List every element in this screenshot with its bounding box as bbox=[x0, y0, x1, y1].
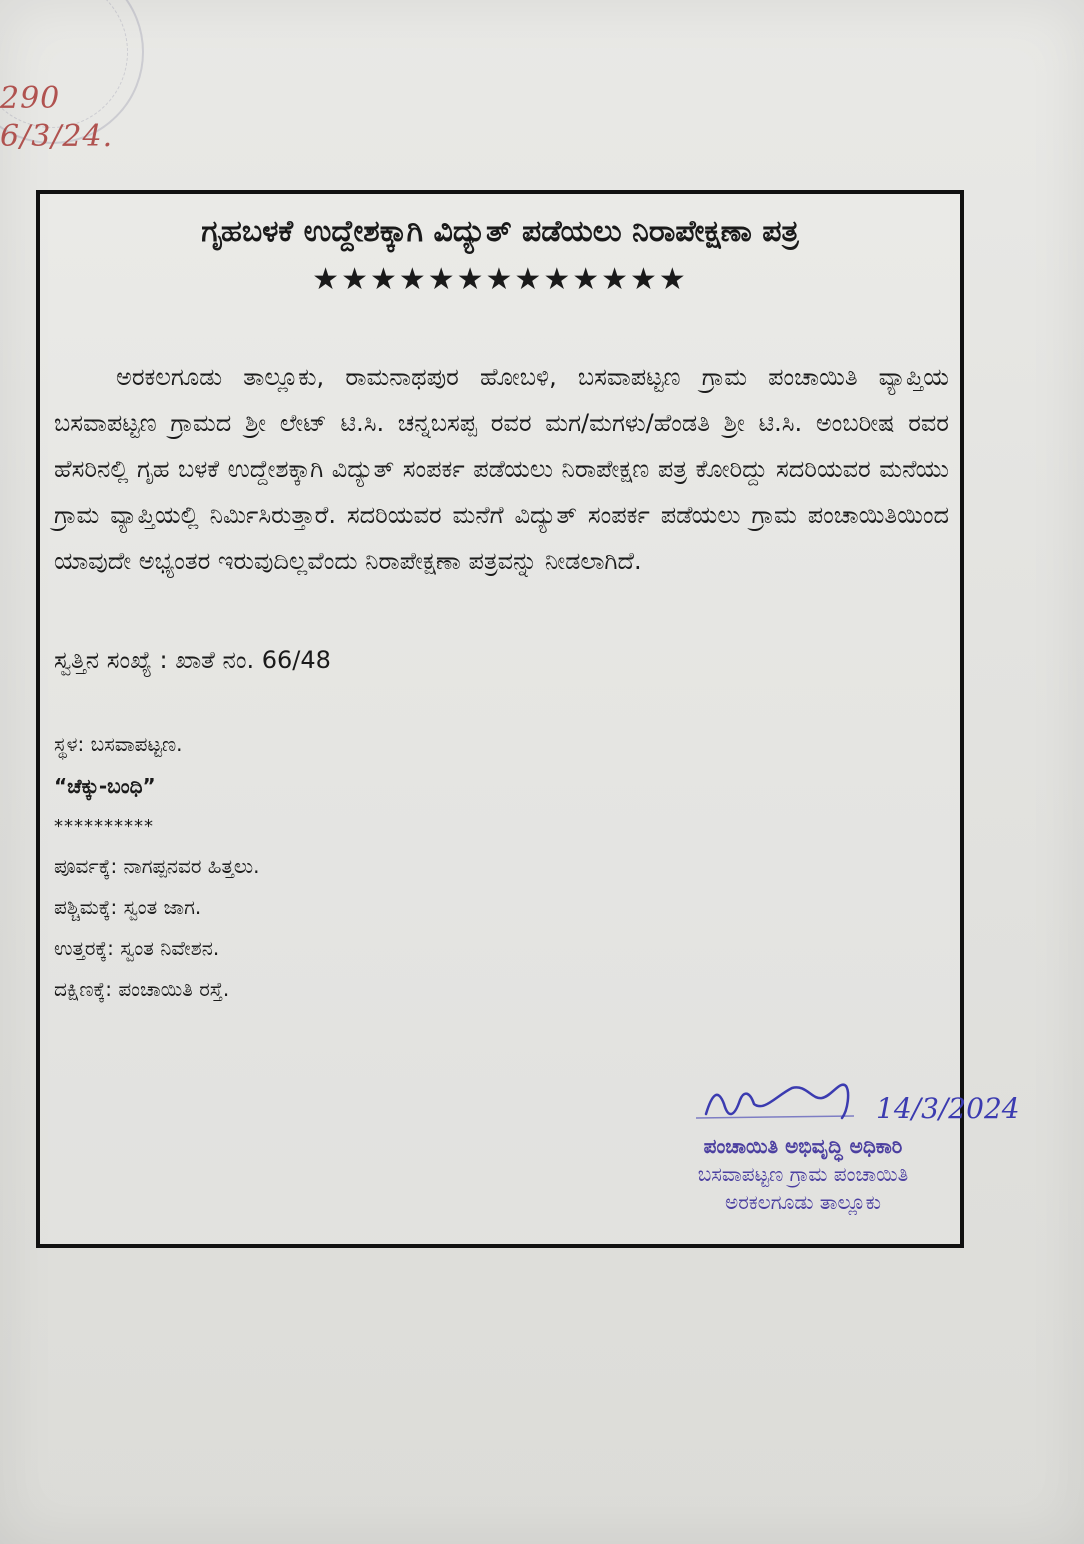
certificate-title: ಗೃಹಬಳಕೆ ಉದ್ದೇಶಕ್ಕಾಗಿ ವಿದ್ಯುತ್ ಪಡೆಯಲು ನಿರಾಪೇಕ್ಷಣಾ ಪತ್ರ bbox=[201, 214, 799, 249]
certificate-body: ಅರಕಲಗೂಡು ತಾಲ್ಲೂಕು, ರಾಮನಾಥಪುರ ಹೋಬಳಿ, ಬಸವಾಪಟ್ಟಣ ಗ್ರಾಮ ಪಂಚಾಯಿತಿ ವ್ಯಾಪ್ತಿಯ ಬಸವಾಪಟ್ಟಣ ಗ್ರಾಮದ ಶ್ರೀ ಲೇಟ್ ಟಿ.ಸಿ. ಚನ್ನಬಸಪ್ಪ ರವರ ಮಗ/ಮಗಳು/ಹೆಂಡತಿ ಶ್ರೀ ಟಿ.ಸಿ. ಅಂಬರೀಷ ರವರ ಹೆಸರಿನಲ್ಲಿ ಗೃಹ ಬಳಕೆ ಉದ್ದೇಶಕ್ಕಾಗಿ ವಿದ್ಯುತ್ ಸಂಪರ್ಕ ಪಡೆಯಲು ನಿರಾಪೇಕ್ಷಣ ಪತ್ರ ಕೋರಿದ್ದು ಸದರಿಯವರ ಮನೆಯು ಗ್ರಾಮ ವ್ಯಾಪ್ತಿಯಲ್ಲಿ ನಿರ್ಮಿಸಿರುತ್ತಾರೆ. ಸದರಿಯವರ ಮನೆಗೆ ವಿದ್ಯುತ್ ಸಂಪರ್ಕ ಪಡೆಯಲು ಗ್ರಾಮ ಪಂಚಾಯಿತಿಯಿಂದ ಯಾವುದೇ ಅಭ್ಯಂತರ ಇರುವುದಿಲ್ಲವೆಂದು ನಿರಾಪೇಕ್ಷಣಾ ಪತ್ರವನ್ನು ನೀಡಲಾಗಿದೆ. bbox=[54, 363, 949, 575]
certificate-frame bbox=[36, 190, 1020, 1248]
inward-date: 6/3/24. bbox=[0, 119, 114, 154]
handwritten-signature bbox=[636, 1074, 896, 1134]
place-line: ಸ್ಥಳ: ಬಸವಾಪಟ್ಟಣ. bbox=[54, 732, 183, 756]
signature-block bbox=[636, 1074, 1056, 1224]
seal-designation: ಪಂಚಾಯಿತಿ ಅಭಿವೃದ್ಧಿ ಅಧಿಕಾರಿ bbox=[703, 1134, 903, 1158]
asterisk-divider: ********** bbox=[54, 816, 154, 837]
seal-panchayat: ಬಸವಾಪಟ್ಟಣ ಗ್ರಾಮ ಪಂಚಾಯಿತಿ bbox=[697, 1162, 909, 1186]
official-seal bbox=[658, 1132, 948, 1216]
inward-number: 290 bbox=[0, 81, 61, 116]
boundaries-list bbox=[54, 846, 260, 1010]
property-number: ಸ್ವತ್ತಿನ ಸಂಖ್ಯೆ : ಖಾತೆ ನಂ. 66/48 bbox=[54, 646, 331, 674]
chekku-bandhi-heading: “ಚೆಕ್ಕು-ಬಂಧಿ” bbox=[54, 774, 156, 798]
signature-date: 14/3/2024 bbox=[876, 1092, 1020, 1125]
boundary-south: ದಕ್ಷಿಣಕ್ಕೆ: ಪಂಚಾಯಿತಿ ರಸ್ತೆ. bbox=[54, 977, 230, 1001]
boundary-north: ಉತ್ತರಕ್ಕೆ: ಸ್ವಂತ ನಿವೇಶನ. bbox=[54, 936, 220, 960]
star-divider: ★★★★★★★★★★★★★ bbox=[312, 262, 688, 297]
boundary-east: ಪೂರ್ವಕ್ಕೆ: ನಾಗಪ್ಪನವರ ಹಿತ್ತಲು. bbox=[54, 854, 260, 878]
handwritten-inward-number bbox=[0, 80, 113, 156]
seal-taluk: ಅರಕಲಗೂಡು ತಾಲ್ಲೂಕು bbox=[725, 1190, 881, 1214]
boundary-west: ಪಶ್ಚಿಮಕ್ಕೆ: ಸ್ವಂತ ಜಾಗ. bbox=[54, 895, 202, 919]
